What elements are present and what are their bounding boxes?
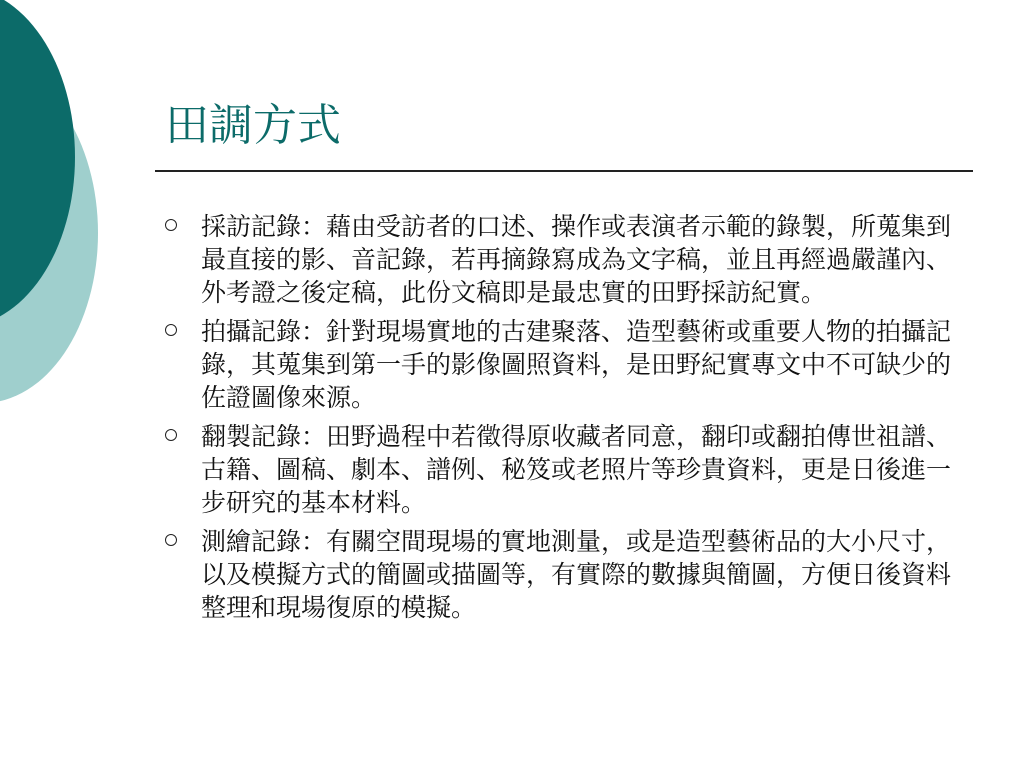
bullet-list (165, 210, 965, 630)
bullet-text: 翻製記錄：田野過程中若徵得原收藏者同意，翻印或翻拍傳世祖譜、古籍、圖稿、劇本、譜例、秘笈或老照片等珍貴資料，更是日後進一步研究的基本材料。 (201, 422, 952, 517)
hollow-circle-bullet-icon (165, 219, 177, 231)
bullet-item-reproduction (165, 420, 965, 519)
bullet-item-interview (165, 210, 965, 309)
bullet-item-survey (165, 525, 965, 624)
bullet-marker (165, 420, 201, 441)
hollow-circle-bullet-icon (165, 534, 177, 546)
bullet-marker (165, 525, 201, 546)
slide-title: 田調方式 (165, 100, 341, 151)
hollow-circle-bullet-icon (165, 324, 177, 336)
bullet-marker (165, 315, 201, 336)
bullet-marker (165, 210, 201, 231)
bullet-text: 採訪記錄：藉由受訪者的口述、操作或表演者示範的錄製，所蒐集到最直接的影、音記錄，若再摘錄寫成為文字稿，並且再經過嚴謹內、外考證之後定稿，此份文稿即是最忠實的田野採訪紀實。 (201, 212, 952, 307)
hollow-circle-bullet-icon (165, 429, 177, 441)
bullet-text: 測繪記錄：有關空間現場的實地測量，或是造型藝術品的大小尺寸，以及模擬方式的簡圖或描圖等，有實際的數據與簡圖，方便日後資料整理和現場復原的模擬。 (201, 527, 952, 622)
bullet-item-photography (165, 315, 965, 414)
bullet-text: 拍攝記錄：針對現場實地的古建聚落、造型藝術或重要人物的拍攝記錄，其蒐集到第一手的影像圖照資料，是田野紀實專文中不可缺少的佐證圖像來源。 (201, 317, 952, 412)
title-divider (155, 170, 973, 172)
